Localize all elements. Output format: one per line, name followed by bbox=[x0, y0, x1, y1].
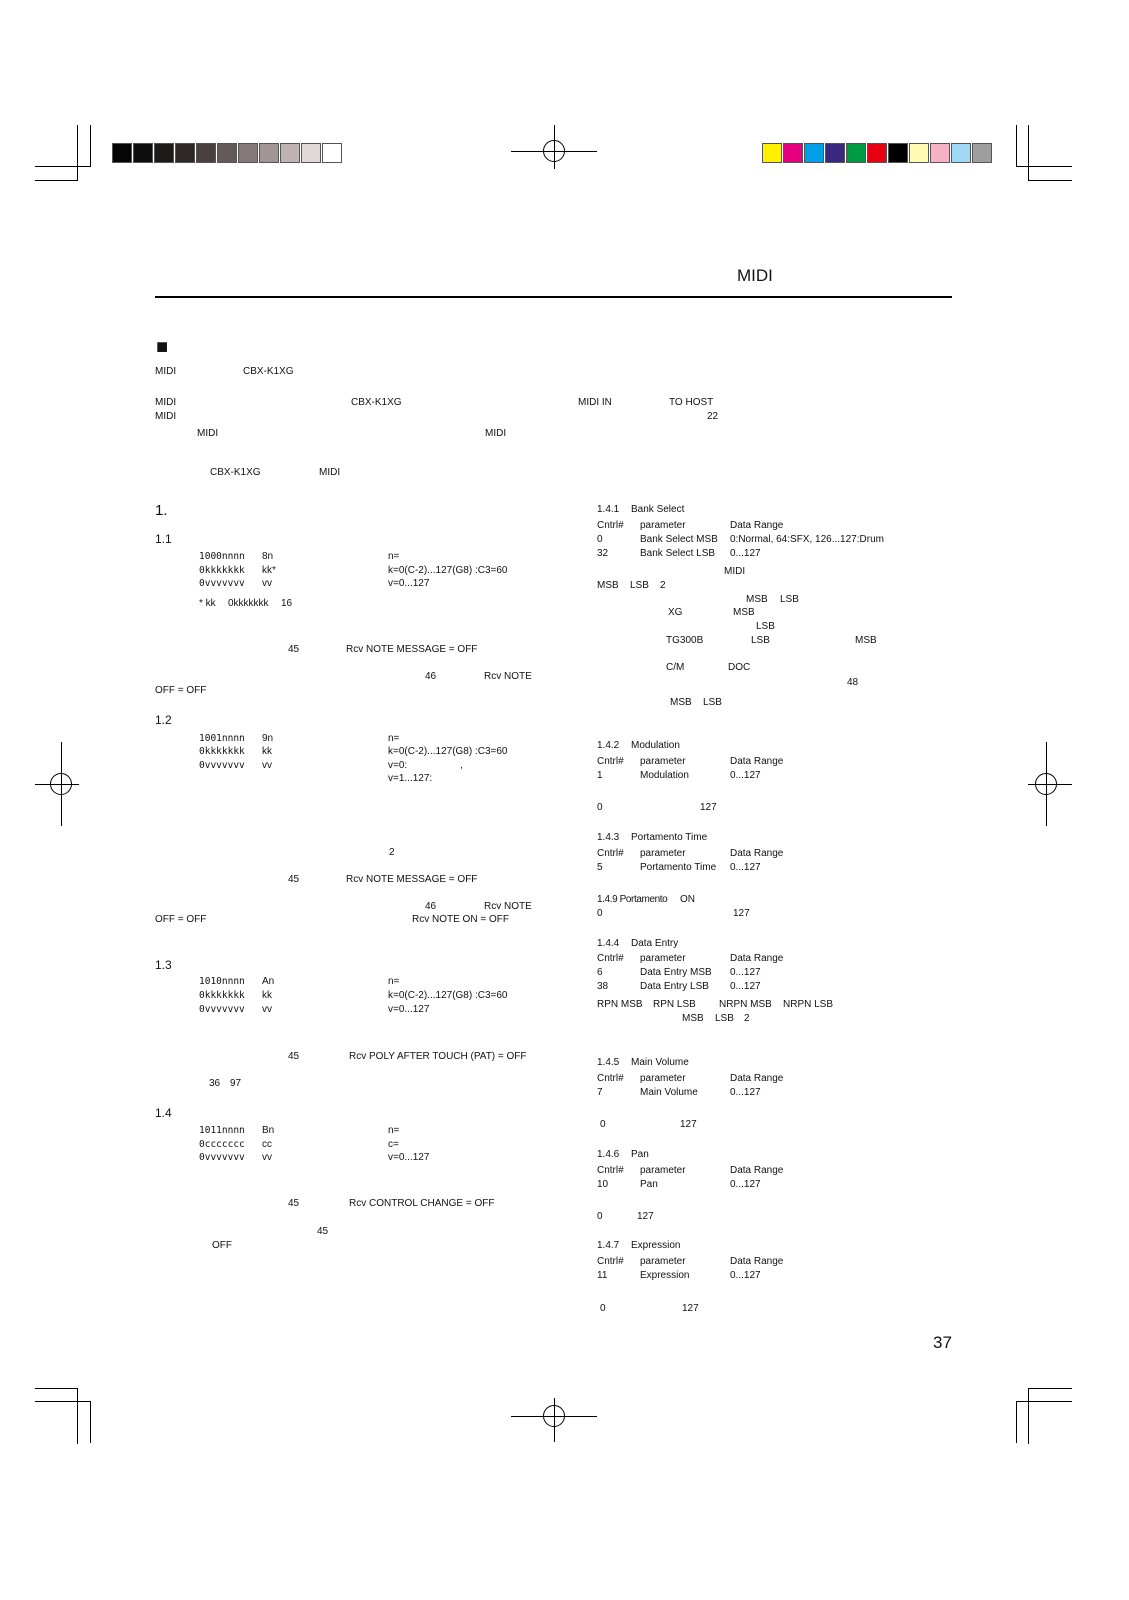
body-term: NRPN MSB bbox=[719, 999, 772, 1010]
cell: 0...127 bbox=[730, 548, 761, 559]
col-header: Cntrl# bbox=[597, 520, 624, 531]
col-header: parameter bbox=[640, 1073, 686, 1084]
inline-number: 36 bbox=[209, 1078, 221, 1089]
cell: Data Entry MSB bbox=[640, 967, 712, 978]
footnote: * kk bbox=[199, 598, 216, 609]
section-1-3-number: 1.3 bbox=[155, 958, 172, 972]
color-swatch bbox=[783, 143, 803, 163]
body-term: RPN MSB bbox=[597, 999, 643, 1010]
cell: 10 bbox=[597, 1179, 609, 1190]
cell: 0 bbox=[597, 534, 603, 545]
subsection-1-4-4-number: 1.4.4 bbox=[597, 938, 620, 949]
param-name: Rcv POLY AFTER TOUCH (PAT) = OFF bbox=[349, 1051, 527, 1062]
subsection-1-4-4-name: Data Entry bbox=[631, 938, 679, 949]
body-term: 2 bbox=[660, 580, 666, 591]
status-byte: 1001nnnn bbox=[199, 733, 245, 744]
col-header: Data Range bbox=[730, 953, 784, 964]
status-byte: 1000nnnn bbox=[199, 551, 245, 562]
status-byte: 0vvvvvvv bbox=[199, 578, 245, 589]
cell: 0...127 bbox=[730, 1087, 761, 1098]
subsection-1-4-2-number: 1.4.2 bbox=[597, 740, 620, 751]
color-swatch bbox=[154, 143, 174, 163]
body-term: LSB bbox=[703, 697, 722, 708]
page-ref: 45 bbox=[288, 1198, 300, 1209]
intro-text: MIDI bbox=[319, 467, 341, 478]
header-rule bbox=[155, 296, 952, 298]
intro-text: MIDI bbox=[197, 428, 219, 439]
col-header: Cntrl# bbox=[597, 1165, 624, 1176]
intro-text: MIDI bbox=[155, 366, 177, 377]
cell: 0...127 bbox=[730, 967, 761, 978]
param-name: Rcv NOTE MESSAGE = OFF bbox=[346, 874, 478, 885]
hex-value: kk bbox=[262, 746, 272, 757]
cell: Data Entry LSB bbox=[640, 981, 709, 992]
intro-text: CBX-K1XG bbox=[351, 397, 402, 408]
col-header: parameter bbox=[640, 1256, 686, 1267]
hex-value: vv bbox=[262, 1152, 272, 1163]
col-header: parameter bbox=[640, 848, 686, 859]
footnote: 16 bbox=[281, 598, 293, 609]
param-name: Rcv NOTE bbox=[484, 901, 532, 912]
body-term: C/M bbox=[666, 662, 685, 673]
subsection-1-4-3-number: 1.4.3 bbox=[597, 832, 620, 843]
page-ref: 45 bbox=[317, 1226, 329, 1237]
inline-number: 97 bbox=[230, 1078, 242, 1089]
param-name: Rcv NOTE ON = OFF bbox=[412, 914, 509, 925]
cross-ref: 1.4.9 Portamento bbox=[597, 894, 668, 905]
value-range: k=0(C-2)...127(G8) :C3=60 bbox=[388, 746, 508, 757]
color-swatch bbox=[196, 143, 216, 163]
status-byte: 0kkkkkkk bbox=[199, 746, 245, 757]
status-byte: 0vvvvvvv bbox=[199, 760, 245, 771]
range-low: 0 bbox=[600, 1303, 606, 1314]
registration-mark-right bbox=[1028, 742, 1072, 826]
section-1-1-number: 1.1 bbox=[155, 532, 172, 546]
intro-text: MIDI bbox=[155, 411, 177, 422]
intro-text: MIDI bbox=[485, 428, 507, 439]
subsection-1-4-3-name: Portamento Time bbox=[631, 832, 708, 843]
body-term: RPN LSB bbox=[653, 999, 696, 1010]
body-term: TG300B bbox=[666, 635, 704, 646]
body-term: LSB bbox=[780, 594, 799, 605]
cell: Pan bbox=[640, 1179, 658, 1190]
cell: 0:Normal, 64:SFX, 126...127:Drum bbox=[730, 534, 884, 545]
subsection-1-4-6-name: Pan bbox=[631, 1149, 649, 1160]
body-term: MSB bbox=[670, 697, 692, 708]
subsection-1-4-1-name: Bank Select bbox=[631, 504, 685, 515]
col-header: Cntrl# bbox=[597, 1256, 624, 1267]
cell: 11 bbox=[597, 1270, 608, 1281]
subsection-1-4-7-name: Expression bbox=[631, 1240, 681, 1251]
body-term: MSB bbox=[855, 635, 877, 646]
color-swatch bbox=[217, 143, 237, 163]
hex-value: cc bbox=[262, 1139, 272, 1150]
page-ref: 45 bbox=[288, 874, 300, 885]
subsection-1-4-5-name: Main Volume bbox=[631, 1057, 689, 1068]
color-swatch bbox=[951, 143, 971, 163]
status-byte: 1011nnnn bbox=[199, 1125, 245, 1136]
body-term: LSB bbox=[751, 635, 770, 646]
body-term: NRPN LSB bbox=[783, 999, 834, 1010]
hex-value: vv bbox=[262, 1004, 272, 1015]
hex-value: kk bbox=[262, 990, 272, 1001]
color-swatch bbox=[301, 143, 321, 163]
col-header: Data Range bbox=[730, 848, 784, 859]
hex-value: An bbox=[262, 976, 275, 987]
col-header: Data Range bbox=[730, 1073, 784, 1084]
intro-text: MIDI bbox=[155, 397, 177, 408]
cell: Main Volume bbox=[640, 1087, 698, 1098]
cell: Expression bbox=[640, 1270, 690, 1281]
page-ref: 48 bbox=[847, 677, 859, 688]
color-swatch bbox=[259, 143, 279, 163]
cell: 32 bbox=[597, 548, 609, 559]
color-swatch bbox=[238, 143, 258, 163]
col-header: Cntrl# bbox=[597, 756, 624, 767]
value-range: n= bbox=[388, 551, 400, 562]
body-term: ON bbox=[680, 894, 695, 905]
value-range: c= bbox=[388, 1139, 399, 1150]
color-swatch bbox=[867, 143, 887, 163]
col-header: Data Range bbox=[730, 1165, 784, 1176]
status-byte: 0kkkkkkk bbox=[199, 990, 245, 1001]
cell: 38 bbox=[597, 981, 609, 992]
param-name: OFF = OFF bbox=[155, 685, 207, 696]
intro-text: MIDI IN bbox=[578, 397, 612, 408]
footnote: 0kkkkkkk bbox=[228, 598, 269, 609]
status-byte: 0kkkkkkk bbox=[199, 565, 245, 576]
cell: 6 bbox=[597, 967, 603, 978]
range-low: 0 bbox=[597, 802, 603, 813]
col-header: parameter bbox=[640, 1165, 686, 1176]
color-swatch bbox=[909, 143, 929, 163]
color-swatch bbox=[930, 143, 950, 163]
running-header: MIDI bbox=[737, 266, 773, 285]
cell: 0...127 bbox=[730, 981, 761, 992]
cell: 1 bbox=[597, 770, 603, 781]
cell: 0...127 bbox=[730, 1179, 761, 1190]
range-high: 127 bbox=[637, 1211, 654, 1222]
subsection-1-4-2-name: Modulation bbox=[631, 740, 680, 751]
col-header: parameter bbox=[640, 520, 686, 531]
color-swatch bbox=[825, 143, 845, 163]
col-header: Cntrl# bbox=[597, 848, 624, 859]
registration-mark-bottom bbox=[511, 1398, 597, 1442]
value-range: n= bbox=[388, 976, 400, 987]
value-range: v=0...127 bbox=[388, 578, 430, 589]
hex-value: vv bbox=[262, 578, 272, 589]
section-marker: ■ bbox=[156, 336, 169, 358]
page-ref: 46 bbox=[425, 671, 437, 682]
color-swatch bbox=[846, 143, 866, 163]
section-1-4-number: 1.4 bbox=[155, 1106, 172, 1120]
hex-value: kk* bbox=[262, 565, 276, 576]
hex-value: 8n bbox=[262, 551, 274, 562]
registration-mark-top bbox=[511, 125, 597, 169]
color-swatch bbox=[133, 143, 153, 163]
subsection-1-4-7-number: 1.4.7 bbox=[597, 1240, 620, 1251]
col-header: parameter bbox=[640, 756, 686, 767]
color-swatch bbox=[972, 143, 992, 163]
intro-text: CBX-K1XG bbox=[243, 366, 294, 377]
cell: 7 bbox=[597, 1087, 603, 1098]
value-range: k=0(C-2)...127(G8) :C3=60 bbox=[388, 565, 508, 576]
col-header: Cntrl# bbox=[597, 953, 624, 964]
hex-value: 9n bbox=[262, 733, 274, 744]
status-byte: 0vvvvvvv bbox=[199, 1152, 245, 1163]
body-term: MSB bbox=[597, 580, 619, 591]
color-swatch bbox=[322, 143, 342, 163]
col-header: Data Range bbox=[730, 1256, 784, 1267]
body-term: LSB bbox=[630, 580, 649, 591]
range-low: 0 bbox=[597, 1211, 603, 1222]
body-term: 2 bbox=[744, 1013, 750, 1024]
body-term: MSB bbox=[733, 607, 755, 618]
cell: Portamento Time bbox=[640, 862, 717, 873]
body-term: LSB bbox=[756, 621, 775, 632]
param-name: Rcv NOTE MESSAGE = OFF bbox=[346, 644, 478, 655]
subsection-1-4-6-number: 1.4.6 bbox=[597, 1149, 620, 1160]
subsection-1-4-1-number: 1.4.1 bbox=[597, 504, 620, 515]
cell: 0...127 bbox=[730, 862, 761, 873]
value-range: n= bbox=[388, 733, 400, 744]
col-header: Cntrl# bbox=[597, 1073, 624, 1084]
inline-number: 2 bbox=[389, 847, 395, 858]
status-byte: 1010nnnn bbox=[199, 976, 245, 987]
body-term: MSB bbox=[682, 1013, 704, 1024]
body-term: MSB bbox=[746, 594, 768, 605]
hex-value: Bn bbox=[262, 1125, 275, 1136]
page-number: 37 bbox=[933, 1333, 952, 1352]
intro-text: CBX-K1XG bbox=[210, 467, 261, 478]
cell: 5 bbox=[597, 862, 603, 873]
param-name: Rcv NOTE bbox=[484, 671, 532, 682]
color-swatch bbox=[280, 143, 300, 163]
body-term: LSB bbox=[715, 1013, 734, 1024]
col-header: Data Range bbox=[730, 756, 784, 767]
param-value: OFF bbox=[212, 1240, 232, 1251]
range-high: 127 bbox=[700, 802, 717, 813]
hex-value: vv bbox=[262, 760, 272, 771]
page-ref: 45 bbox=[288, 644, 300, 655]
color-swatch bbox=[112, 143, 132, 163]
page-ref: 46 bbox=[425, 901, 437, 912]
page-ref: 45 bbox=[288, 1051, 300, 1062]
param-name: OFF = OFF bbox=[155, 914, 207, 925]
param-name: Rcv CONTROL CHANGE = OFF bbox=[349, 1198, 495, 1209]
registration-mark-left bbox=[35, 742, 79, 826]
color-swatch bbox=[175, 143, 195, 163]
section-1-2-number: 1.2 bbox=[155, 713, 172, 727]
value-range: v=0: bbox=[388, 760, 408, 771]
range-high: 127 bbox=[682, 1303, 699, 1314]
value-range: v=0...127 bbox=[388, 1004, 430, 1015]
section-1-title: 1. bbox=[155, 502, 168, 519]
status-byte: 0ccccccc bbox=[199, 1139, 245, 1150]
punctuation: , bbox=[460, 760, 463, 771]
range-low: 0 bbox=[600, 1119, 606, 1130]
body-term: DOC bbox=[728, 662, 751, 673]
col-header: Data Range bbox=[730, 520, 784, 531]
cell: Modulation bbox=[640, 770, 689, 781]
color-swatch bbox=[888, 143, 908, 163]
subsection-1-4-5-number: 1.4.5 bbox=[597, 1057, 620, 1068]
cell: Bank Select MSB bbox=[640, 534, 718, 545]
status-byte: 0vvvvvvv bbox=[199, 1004, 245, 1015]
color-swatch bbox=[804, 143, 824, 163]
value-range: n= bbox=[388, 1125, 400, 1136]
range-high: 127 bbox=[733, 908, 750, 919]
cell: 0...127 bbox=[730, 1270, 761, 1281]
intro-text: 22 bbox=[707, 411, 719, 422]
value-range: k=0(C-2)...127(G8) :C3=60 bbox=[388, 990, 508, 1001]
range-low: 0 bbox=[597, 908, 603, 919]
value-range: v=0...127 bbox=[388, 1152, 430, 1163]
value-range: v=1...127: bbox=[388, 773, 433, 784]
body-term: XG bbox=[668, 607, 683, 618]
intro-text: TO HOST bbox=[669, 397, 714, 408]
cell: Bank Select LSB bbox=[640, 548, 716, 559]
color-swatch bbox=[762, 143, 782, 163]
body-term: MIDI bbox=[724, 566, 746, 577]
cell: 0...127 bbox=[730, 770, 761, 781]
range-high: 127 bbox=[680, 1119, 697, 1130]
col-header: parameter bbox=[640, 953, 686, 964]
